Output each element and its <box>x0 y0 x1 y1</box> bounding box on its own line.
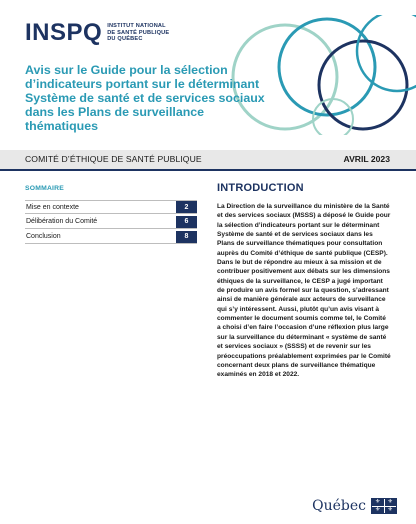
committee-name: COMITÉ D’ÉTHIQUE DE SANTÉ PUBLIQUE <box>25 154 202 164</box>
inspq-logo <box>25 20 169 46</box>
fleur-de-lis-icon: ⚜ <box>372 499 384 506</box>
quebec-wordmark: Québec <box>312 498 366 514</box>
toc-item-mise-en-contexte[interactable] <box>25 200 197 214</box>
toc-heading: SOMMAIRE <box>25 185 64 192</box>
toc-page-number: 2 <box>176 201 197 213</box>
fleur-de-lis-icon: ⚜ <box>385 507 397 514</box>
toc-list <box>25 200 197 244</box>
toc-item-conclusion[interactable] <box>25 230 197 244</box>
circle-navy-right <box>319 41 407 129</box>
fleur-de-lis-icon: ⚜ <box>385 499 397 506</box>
toc-item-label: Délibération du Comité <box>26 218 98 225</box>
introduction-body: La Direction de la surveillance du ministère de la Santé et des services sociaux (MSSS) a déposé le Guide pour la sélection d’indicateurs portant sur le déterminant Système de santé et de services sociaux dans les Plans de surveillance thématiques pour consultation auprès du Comité d’éthique de santé publique (CESP). Dans le but de répondre au mieux à sa mission et de contribuer positivement aux débats sur les dimensions éthiques de la surveillance, le CESP a jugé important de produire un avis formel sur la question, s’adressant ainsi de manière générale aux acteurs de surveillance qui s’y intéressent. Aussi, plutôt qu’un avis visant à commenter le document soumis comme tel, le Comité a choisi d’en faire l’occasion d’une réflexion plus large sur la surveillance du déterminant « système de santé et services sociaux » (SSSS) et de revenir sur les préoccupations préalablement exprimées par le Comité concernant deux plans de surveillance thématique examinés en 2018 et 2022. <box>217 203 391 379</box>
document-title: Avis sur le Guide pour la sélection d’indicateurs portant sur le déterminant Système de santé et de services sociaux dans les Plans de surveillance thématiques <box>25 63 265 133</box>
introduction-heading: INTRODUCTION <box>217 182 304 194</box>
committee-band <box>0 150 416 171</box>
introduction-section <box>217 182 391 380</box>
toc-item-label: Mise en contexte <box>26 203 79 211</box>
logo-sub-line-1: INSTITUT NATIONAL <box>107 23 166 30</box>
table-of-contents <box>25 185 197 245</box>
logo-subtitle <box>107 23 169 42</box>
quebec-flag-icon <box>371 498 397 514</box>
publication-date: AVRIL 2023 <box>343 154 390 164</box>
fleur-de-lis-icon: ⚜ <box>372 507 384 514</box>
quebec-government-logo <box>312 498 397 514</box>
toc-page-number: 6 <box>176 216 197 228</box>
toc-page-number: 8 <box>176 231 197 243</box>
logo-sub-line-2: DE SANTÉ PUBLIQUE <box>107 29 170 36</box>
logo-sub-line-3: DU QUÉBEC <box>107 36 143 43</box>
logo-wordmark: INSPQ <box>25 19 103 46</box>
toc-item-label: Conclusion <box>26 233 61 240</box>
toc-item-deliberation[interactable] <box>25 215 197 229</box>
